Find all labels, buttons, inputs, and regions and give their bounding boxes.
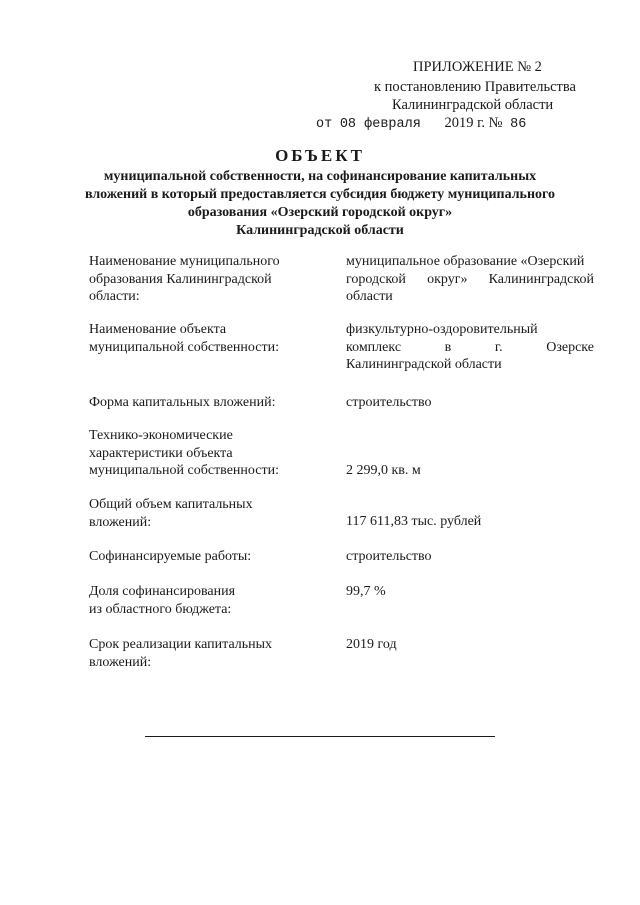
date-prefix: от [316,117,333,132]
row-value-object-name: физкультурно-оздоровительный комплекс в г. Озерске Калининградской области [346,322,594,372]
row-value-cofinancing-share: 99,7 % [346,584,386,599]
row-label-cofinancing-share: Доля софинансирования из областного бюджета: [89,584,236,617]
resolution-number: 86 [510,117,527,132]
title-line-3: образования «Озерский городской округ» [187,205,453,220]
row-label-implementation-period: Срок реализации капитальных вложений: [89,637,273,670]
row-label-investment-form: Форма капитальных вложений: [89,395,276,410]
justified-word: г. [494,339,503,355]
resolution-date [316,114,526,134]
date-day-month: 08 февраля [339,117,421,132]
justified-word: Озерске [546,339,594,355]
row-label-municipality: Наименование муниципального образования Калининградской области: [89,254,280,304]
resolution-reference: к постановлению Правительства [374,79,576,95]
justified-word: комплекс [346,339,402,355]
appendix-number: ПРИЛОЖЕНИЕ № 2 [413,59,542,75]
justified-line [346,339,594,357]
title-line-1: муниципальной собственности, на софинансирование капитальных [103,169,537,184]
row-label-object-name: Наименование объекта муниципальной собственности: [89,322,279,355]
title-line-4: Калининградской области [236,223,404,238]
row-value-cofinanced-works: строительство [346,549,432,564]
row-label-cofinanced-works: Софинансируемые работы: [89,549,252,564]
justified-word: округ» [427,271,468,287]
row-value-characteristics: 2 299,0 кв. м [346,463,421,478]
row-label-characteristics: Технико-экономические характеристики объекта муниципальной собственности: [89,428,279,478]
end-rule [145,736,495,737]
row-value-municipality: муниципальное образование «Озерский городской округ» Калининградской области [346,254,594,304]
justified-line [346,271,594,289]
document-title: ОБЪЕКТ [275,146,365,165]
region-name: Калининградской области [392,97,554,113]
justified-word: в [444,339,452,355]
justified-word: городской [346,271,406,287]
justified-word: Калининградской [488,271,594,287]
row-value-implementation-period: 2019 год [346,637,397,652]
row-value-total-investment: 117 611,83 тыс. рублей [346,514,482,529]
row-label-total-investment: Общий объем капитальных вложений: [89,497,253,530]
row-value-investment-form: строительство [346,395,432,410]
date-year: 2019 г. № [444,115,503,131]
title-line-2: вложений в который предоставляется субсидия бюджету муниципального [84,187,556,202]
